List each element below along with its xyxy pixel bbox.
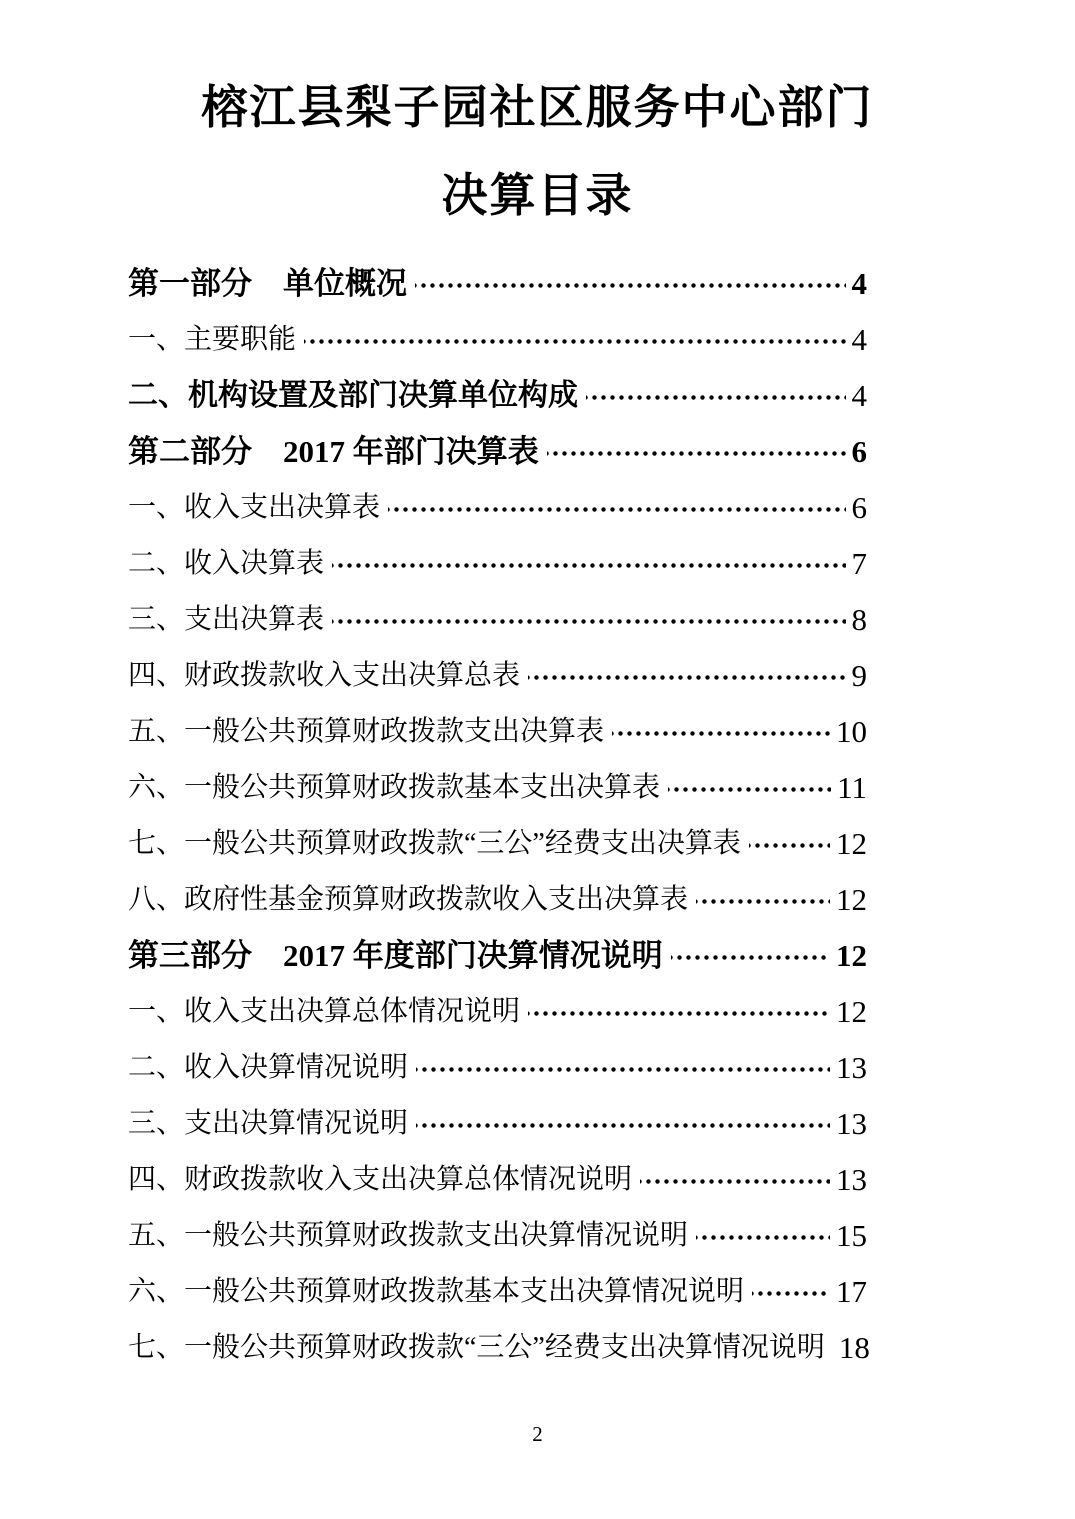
toc-leader-dots <box>304 312 845 368</box>
toc-entry-label: 一、收入支出决算总体情况说明 <box>128 996 521 1027</box>
toc-entry-label: 四、财政拨款收入支出决算总表 <box>128 660 521 691</box>
toc-entry-page-number: 17 <box>836 1274 867 1309</box>
toc-leader-dots <box>415 256 846 312</box>
toc-entry-label: 七、一般公共预算财政拨款“三公”经费支出决算情况说明 <box>128 1332 825 1363</box>
toc-entry-label: 七、一般公共预算财政拨款“三公”经费支出决算表 <box>128 828 741 859</box>
document-title-line2: 决算目录 <box>441 170 634 221</box>
toc-entry[interactable] <box>128 1040 867 1096</box>
toc-entry[interactable] <box>128 816 867 872</box>
toc-entry-page-number: 7 <box>851 546 867 581</box>
toc-leader-dots <box>696 1208 830 1264</box>
toc-entry-page-number: 15 <box>836 1218 867 1253</box>
toc-entry-page-number: 10 <box>836 714 867 749</box>
page-number: 2 <box>532 1422 543 1446</box>
toc-entry-page-number: 13 <box>836 1106 867 1141</box>
toc-entry[interactable] <box>128 872 867 928</box>
toc-entry-page-number: 13 <box>836 1050 867 1085</box>
toc-entry-label: 三、支出决算情况说明 <box>128 1108 409 1139</box>
toc-leader-dots <box>547 424 846 480</box>
toc-entry[interactable] <box>128 704 867 760</box>
toc-leader-dots <box>528 984 830 1040</box>
toc-entry[interactable] <box>128 312 867 368</box>
toc-entry-label: 一、收入支出决算表 <box>128 492 381 523</box>
toc-entry-label: 三、支出决算表 <box>128 604 325 635</box>
toc-entry-label: 二、收入决算表 <box>128 548 325 579</box>
toc-entry-label: 第二部分 2017 年部门决算表 <box>128 434 539 469</box>
toc-entry[interactable] <box>128 1152 867 1208</box>
toc-entry-page-number: 8 <box>851 602 867 637</box>
toc-entry[interactable] <box>128 1096 867 1152</box>
toc-leader-dots <box>752 1264 830 1320</box>
toc-entry-label: 五、一般公共预算财政拨款支出决算情况说明 <box>128 1220 689 1251</box>
toc-leader-dots <box>586 368 846 424</box>
toc-entry-page-number: 12 <box>836 994 867 1029</box>
toc-entry[interactable] <box>128 592 867 648</box>
toc-entry-page-number: 4 <box>851 322 867 357</box>
toc-entry[interactable] <box>128 984 867 1040</box>
toc-leader-dots <box>668 760 831 816</box>
page-footer <box>0 1422 1075 1447</box>
toc-leader-dots <box>332 592 845 648</box>
toc-entry[interactable] <box>128 424 867 480</box>
toc-entry-page-number: 13 <box>836 1162 867 1197</box>
toc-entry-label: 八、政府性基金预算财政拨款收入支出决算表 <box>128 884 689 915</box>
toc-entry-page-number: 12 <box>836 882 867 917</box>
toc-entry-label: 第一部分 单位概况 <box>128 266 407 301</box>
toc-leader-dots <box>416 1040 830 1096</box>
toc-entry[interactable] <box>128 536 867 592</box>
toc-leader-dots <box>332 536 845 592</box>
toc-leader-dots <box>640 1152 830 1208</box>
toc-entry-label: 四、财政拨款收入支出决算总体情况说明 <box>128 1164 633 1195</box>
document-title <box>0 80 1075 224</box>
toc-entry-page-number: 18 <box>838 1330 870 1365</box>
toc-leader-dots <box>528 648 845 704</box>
toc-entry[interactable] <box>128 928 867 984</box>
toc-leader-dots <box>749 816 830 872</box>
toc-leader-dots <box>696 872 830 928</box>
toc-entry[interactable] <box>128 368 867 424</box>
toc-entry-label: 六、一般公共预算财政拨款基本支出决算表 <box>128 772 661 803</box>
toc-entry[interactable] <box>128 760 867 816</box>
table-of-contents <box>0 256 1075 1376</box>
toc-leader-dots <box>612 704 830 760</box>
toc-entry-page-number: 12 <box>836 826 867 861</box>
toc-leader-dots <box>388 480 845 536</box>
document-title-line1: 榕江县梨子园社区服务中心部门 <box>201 82 874 133</box>
toc-entry-page-number: 4 <box>851 266 867 301</box>
toc-entry[interactable] <box>128 480 867 536</box>
toc-entry-page-number: 9 <box>851 658 867 693</box>
toc-entry[interactable] <box>128 648 867 704</box>
toc-leader-dots <box>416 1096 830 1152</box>
toc-entry-label: 五、一般公共预算财政拨款支出决算表 <box>128 716 605 747</box>
toc-entry[interactable] <box>128 1208 867 1264</box>
toc-entry-label: 六、一般公共预算财政拨款基本支出决算情况说明 <box>128 1276 745 1307</box>
toc-entry-page-number: 6 <box>851 490 867 525</box>
toc-entry-page-number: 6 <box>851 434 867 469</box>
toc-entry-page-number: 12 <box>836 938 867 973</box>
toc-entry[interactable] <box>128 1320 870 1376</box>
toc-entry[interactable] <box>128 1264 867 1320</box>
toc-entry-label: 一、主要职能 <box>128 324 297 355</box>
toc-entry-page-number: 4 <box>851 378 867 413</box>
toc-entry-label: 二、收入决算情况说明 <box>128 1052 409 1083</box>
toc-entry[interactable] <box>128 256 867 312</box>
toc-leader-dots <box>671 928 830 984</box>
toc-entry-page-number: 11 <box>837 770 867 805</box>
toc-entry-label: 二、机构设置及部门决算单位构成 <box>128 379 578 412</box>
toc-entry-label: 第三部分 2017 年度部门决算情况说明 <box>128 938 663 973</box>
